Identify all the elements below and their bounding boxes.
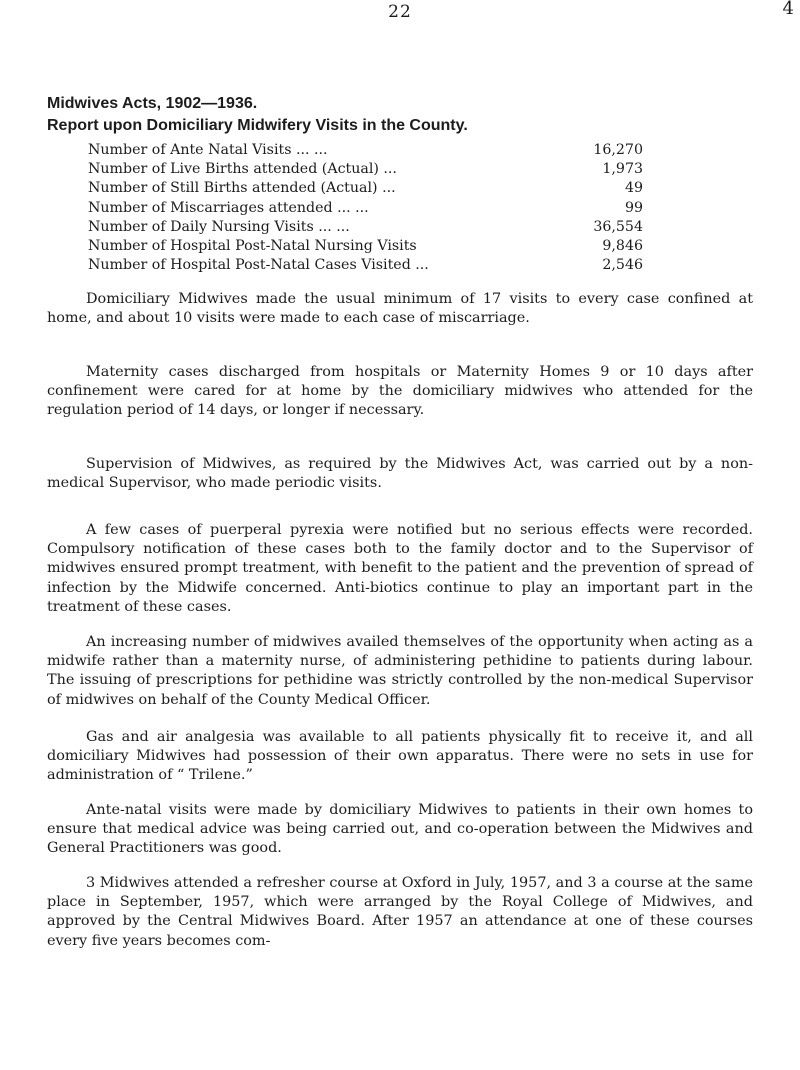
stat-value: 1,973 <box>602 161 643 178</box>
paragraph-gas-and-air: Gas and air analgesia was available to all patients physically fit to receive it, and all domiciliary Midwives had possession of their own apparatus. There were no sets in use for administration of “ Trilene.” <box>47 729 753 784</box>
paragraph-supervision: Supervision of Midwives, as required by the Midwives Act, was carried out by a non-medical Supervisor, who made periodic visits. <box>47 456 753 492</box>
paragraph-maternity-cases: Maternity cases discharged from hospitals or Maternity Homes 9 or 10 days after confinement were cared for at home by the domiciliary midwives who attended for the regulation period of 14 days, or longer if necessary. <box>47 364 753 419</box>
stat-label: Number of Ante Natal Visits ... ... <box>88 142 328 158</box>
stat-value: 36,554 <box>593 218 643 235</box>
stat-label: Number of Live Births attended (Actual) ... <box>88 161 397 178</box>
paragraph-refresher-course: 3 Midwives attended a refresher course at Oxford in July, 1957, and 3 a course at the same place in September, 1957, which were arranged by the Royal College of Midwives, and approved by the Central Midwives Board. After 1957 an attendance at one of these courses every five years becomes com- <box>47 875 753 949</box>
stat-label: Number of Daily Nursing Visits ... ... <box>88 218 350 235</box>
paragraph-puerperal-pyrexia: A few cases of puerperal pyrexia were notified but no serious effects were recorded. Compulsory notification of these cases both to the family doctor and to the Supervisor of midwives ensured prompt treatment, with benefit to the patient and the prevention of spread of infection by the Midwife concerned. Anti-biotics continue to play an important part in the treatment of these cases. <box>47 522 753 615</box>
act-title: Midwives Acts, 1902—1936. <box>47 95 258 112</box>
stat-value: 99 <box>624 199 643 216</box>
stat-label: Number of Still Births attended (Actual) ... <box>88 180 396 197</box>
statistics-list <box>88 141 688 275</box>
stat-row-daily-nursing-visits <box>88 218 688 237</box>
paragraph-visits: Domiciliary Midwives made the usual minimum of 17 visits to every case confined at home, and about 10 visits were made to each case of miscarriage. <box>47 291 753 327</box>
stat-value: 49 <box>624 180 643 197</box>
stat-row-ante-natal-visits <box>88 141 688 160</box>
paragraph-ante-natal: Ante-natal visits were made by domiciliary Midwives to patients in their own homes to ensure that medical advice was being carried out, and co-operation between the Midwives and General Practitioners was good. <box>47 802 753 857</box>
stat-label: Number of Hospital Post-Natal Cases Visited ... <box>88 257 429 274</box>
paragraph-pethidine: An increasing number of midwives availed themselves of the opportunity when acting as a midwife rather than a maternity nurse, of administering pethidine to patients during labour. The issuing of prescriptions for pethidine was strictly controlled by the non-medical Supervisor of midwives on behalf of the County Medical Officer. <box>47 634 753 708</box>
stat-row-still-births <box>88 179 688 198</box>
stat-row-live-births <box>88 160 688 179</box>
page-number: 22 <box>388 2 412 22</box>
corner-mark: 4 <box>782 0 794 19</box>
report-title: Report upon Domiciliary Midwifery Visits in the County. <box>47 117 468 134</box>
stat-row-hospital-post-natal-cases <box>88 256 688 275</box>
stat-label: Number of Hospital Post-Natal Nursing Visits <box>88 237 417 254</box>
stat-row-hospital-post-natal-visits <box>88 237 688 256</box>
stat-value: 16,270 <box>593 142 643 158</box>
stat-value: 2,546 <box>602 257 643 274</box>
stat-label: Number of Miscarriages attended ... ... <box>88 199 369 216</box>
stat-value: 9,846 <box>602 237 643 254</box>
stat-row-miscarriages <box>88 199 688 218</box>
